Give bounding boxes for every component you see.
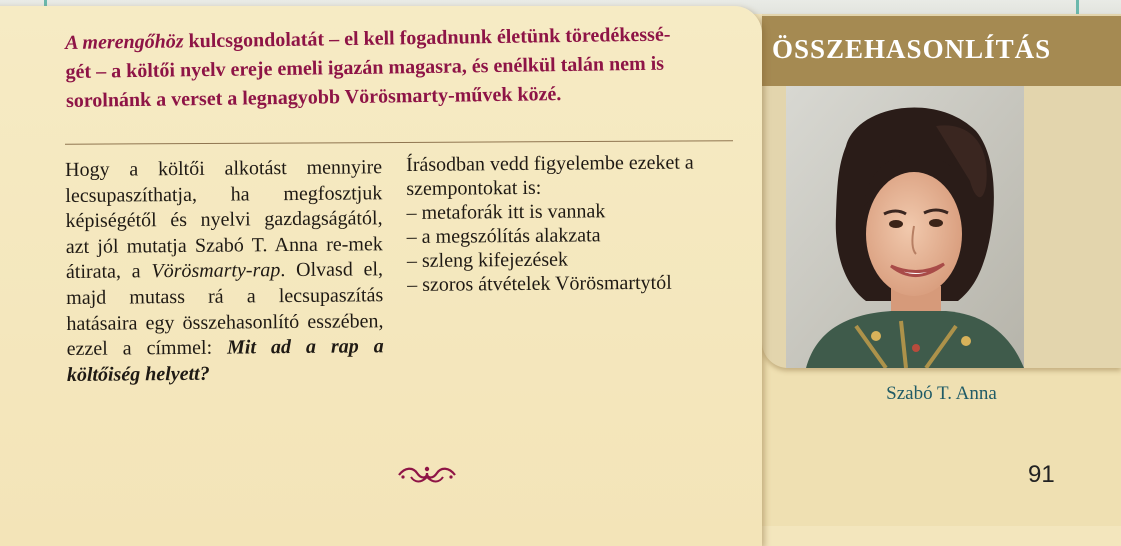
aspect-item: – metaforák itt is vannak xyxy=(406,200,606,224)
author-photo xyxy=(786,86,1024,368)
right-column-text xyxy=(406,150,747,297)
left-text-before: Hogy a költői alkotást mennyire lecsupaszíthatja, ha megfosztjuk képiségétől és nyelvi gazdagságától, azt jól mutatja Szabó T. Anna re-mek átirata, a xyxy=(65,156,383,284)
page-number: 91 xyxy=(1028,461,1055,488)
aspect-line: Írásodban vedd figyelembe ezeket a xyxy=(406,151,694,176)
aspect-item: – a megszólítás alakzata xyxy=(406,224,601,248)
aspect-item: – szleng kifejezések xyxy=(406,248,569,272)
poem-title: Vörösmarty-rap xyxy=(151,259,281,283)
essay-title: Mit ad a rap a költőiség helyett? xyxy=(66,335,384,386)
teal-line-right xyxy=(1076,0,1079,14)
section-title: ÖSSZEHASONLÍTÁS xyxy=(772,34,1052,64)
intro-paragraph xyxy=(65,20,736,116)
intro-italic-title: A merengőhöz xyxy=(65,30,184,54)
intro-line-1: kulcsgondolatát – el kell fogadnunk életünk töredékessé- xyxy=(183,23,671,53)
left-text-after: . Olvasd el, majd mutass rá a lecsupaszítás hatásaira egy összehasonlító esszében, ezzel a címmel: xyxy=(66,258,384,361)
decorative-scroll-ornament-icon xyxy=(397,463,457,485)
author-portrait-image xyxy=(786,86,1024,368)
photo-caption: Szabó T. Anna xyxy=(886,383,997,404)
intro-line-3: sorolnánk a verset a legnagyobb Vörösmarty-művek közé. xyxy=(65,83,562,112)
aspect-item: – szoros átvételek Vörösmartytól xyxy=(407,271,672,296)
aspect-line: szempontokat is: xyxy=(406,176,542,200)
intro-line-2: gét – a költői nyelv ereje emeli igazán magasra, és enélkül talán nem is xyxy=(65,52,665,83)
left-column-text xyxy=(65,155,384,388)
